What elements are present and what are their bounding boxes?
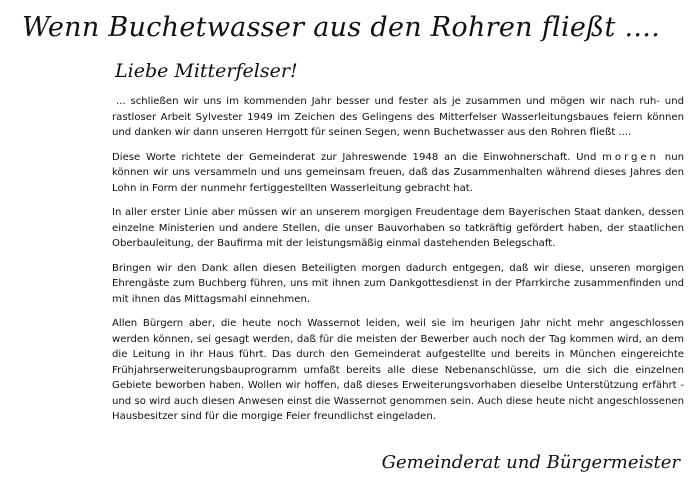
paragraph-1: ... schließen wir uns im kommenden Jahr besser und fester als je zusammen und mögen wir nach ruh- und rastloser Arbeit Sylvester 1949 im Zeichen des Gelingens des Mitterfelser Wasserleitungsbaues feiern können und danken wir dann unseren Herrgott für seinen Segen, wenn Buchetwasser aus den Rohren fließt .... [112, 96, 684, 138]
document-title: Wenn Buchetwasser aus den Rohren fließt .... [22, 12, 661, 43]
paragraph-2-part-1: Diese Worte richtete der Gemeinderat zur Jahreswende 1948 an die Einwohnerschaft. Und [112, 151, 597, 163]
paragraph-2-part-2: nun können wir uns versammeln und uns gemeinsam freuen, daß das Zusammenhalten während dieses Jahres den Lohn in Form der nunmehr fertiggestellten Wasserleitung gebracht hat. [112, 151, 684, 194]
paragraph-2 [112, 150, 684, 197]
salutation: Liebe Mitterfelser! [115, 60, 298, 82]
paragraph-5: Allen Bürgern aber, die heute noch Wassernot leiden, weil sie im heurigen Jahr nicht mehr angeschlossen werden können, sei gesagt werden, daß für die meisten der Bewerber auch noch der Tag kommen wird, an dem die Leitung in ihr Haus führt. Das durch den Gemeinderat aufgestellte und bereits in München eingereichte Frühjahrserweiterungsbauprogramm umfaßt bereits alle diese Nebenanschlüsse, um die sich die einzelnen Gebiete beworben haben. Wollen wir hoffen, daß dieses Erweiterungsvorhaben dieselbe Unterstützung erfährt - und so wird auch diesen Anwesen einst die Wassernot genommen sein. Auch diese heute nicht angeschlossenen Hausbesitzer sind für die morgige Feier freundlichst eingeladen. [112, 318, 684, 422]
paragraph-4: Bringen wir den Dank allen diesen Beteiligten morgen dadurch entgegen, daß wir diese, unseren morgigen Ehrengäste zum Buchberg führen, uns mit ihnen zum Dankgottesdienst in der Pfarrkirche zusammenfinden und mit ihnen das Mittagsmahl einnehmen. [112, 262, 684, 305]
letter-body [112, 94, 684, 434]
paragraph-2-emphasis: morgen [602, 151, 660, 163]
signature: Gemeinderat und Bürgermeister [381, 452, 680, 473]
paragraph-3: In aller erster Linie aber müssen wir an unserem morgigen Freudentage dem Bayerischen Staat danken, dessen einzelne Ministerien und andere Stellen, die unser Bauvorhaben so tatkräftig gefördert haben, der staatlichen Oberbauleitung, der Baufirma mit der leistungsmäßig einmal dastehenden Belegschaft. [112, 207, 684, 249]
